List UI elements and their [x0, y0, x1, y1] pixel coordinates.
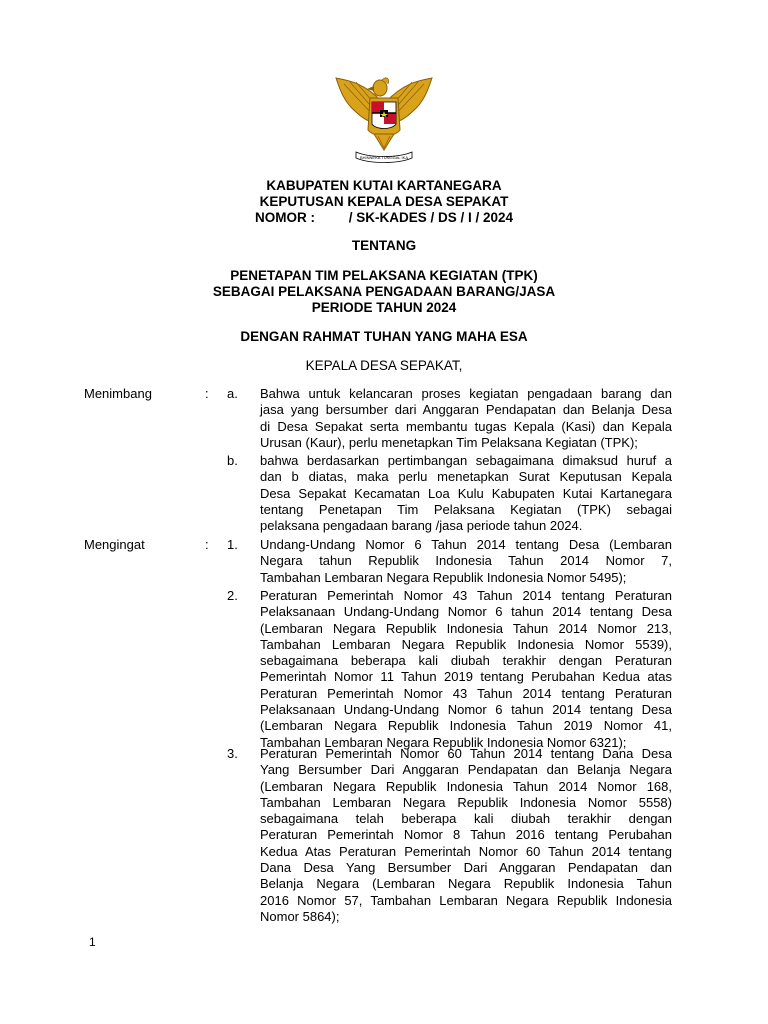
- subject-line-2: SEBAGAI PELAKSANA PENGADAAN BARANG/JASA: [212, 284, 556, 299]
- tentang-heading: TENTANG: [351, 238, 417, 253]
- text-line: sebagaimana beberapa kali diubah terakhir dengan Peraturan: [260, 653, 672, 669]
- text-line: Peraturan Pemerintah Nomor 43 Tahun 2014 tentang Peraturan: [260, 685, 672, 701]
- text-line: Peraturan Pemerintah Nomor 43 Tahun 2014 tentang Peraturan: [260, 588, 672, 603]
- kepala-desa-line: KEPALA DESA SEPAKAT,: [305, 358, 463, 373]
- text-line: Dana Desa Yang Bersumber Dari Anggaran Pendapatan dan: [260, 860, 672, 876]
- text-line: Pelaksanaan Undang-Undang Nomor 6 tahun 2014 tentang Desa: [260, 702, 672, 718]
- text-line: Desa Sepakat Kecamatan Loa Kulu Kabupaten Kutai Kartanegara: [260, 485, 672, 501]
- menimbang-marker-a: a.: [227, 386, 238, 401]
- text-line: Nomor 5864);: [260, 908, 340, 924]
- menimbang-marker-b: b.: [227, 453, 238, 468]
- text-line: Peraturan Pemerintah Nomor 60 Tahun 2014 tentang Dana Desa: [260, 746, 672, 761]
- text-line: pelaksana pengadaan barang /jasa periode tahun 2024.: [260, 518, 583, 534]
- menimbang-label: Menimbang: [84, 386, 152, 401]
- text-line: Undang-Undang Nomor 6 Tahun 2014 tentang Desa (Lembaran: [260, 537, 672, 552]
- document-header: [0, 178, 768, 226]
- subject-line-3: PERIODE TAHUN 2024: [311, 300, 457, 315]
- text-line: Peraturan Pemerintah Nomor 8 Tahun 2016 tentang Perubahan: [260, 827, 672, 843]
- text-line: Pemerintah Nomor 11 Tahun 2019 tentang Perubahan Kedua atas: [260, 669, 672, 685]
- text-line: Tambahan Lembaran Negara Republik Indonesia Nomor 6321);: [260, 734, 627, 750]
- text-line: Yang Bersumber Dari Anggaran Pendapatan dan Belanja Negara: [260, 762, 672, 778]
- text-line: Tambahan Lembaran Negara Republik Indonesia Nomor 5495);: [260, 569, 627, 585]
- mengingat-item-1: [260, 537, 672, 586]
- text-line: (Lembaran Negara Republik Indonesia Tahun 2019 Nomor 41,: [260, 718, 672, 734]
- mengingat-item-3: [260, 746, 672, 925]
- text-line: bahwa berdasarkan pertimbangan sebagaimana dimaksud huruf a: [260, 453, 672, 468]
- menimbang-colon: :: [205, 386, 209, 401]
- rahmat-heading: DENGAN RAHMAT TUHAN YANG MAHA ESA: [240, 329, 528, 344]
- mengingat-label: Mengingat: [84, 537, 145, 552]
- text-line: (Lembaran Negara Republik Indonesia Tahun 2014 Nomor 168,: [260, 778, 672, 794]
- emblem-motto: BHINNEKA TUNGGAL IKA: [359, 155, 409, 160]
- text-line: Kedua Atas Peraturan Pemerintah Nomor 60 Tahun 2014 tentang: [260, 843, 672, 859]
- mengingat-marker-1: 1.: [227, 537, 238, 552]
- text-line: Tambahan Lembaran Negara Republik Indonesia Nomor 5558): [260, 794, 672, 810]
- text-line: jasa yang bersumber dari Anggaran Pendapatan dan Belanja Desa: [260, 402, 672, 418]
- mengingat-colon: :: [205, 537, 209, 552]
- text-line: Negara tahun Republik Indonesia Tahun 2014 Nomor 7,: [260, 553, 672, 569]
- text-line: Belanja Negara (Lembaran Negara Republik Indonesia Tahun: [260, 876, 672, 892]
- text-line: Pelaksanaan Undang-Undang Nomor 6 tahun 2014 tentang Desa: [260, 604, 672, 620]
- menimbang-item-b: [260, 453, 672, 534]
- text-line: di Desa Sepakat serta membantu tugas Kepala (Kasi) dan Kepala: [260, 418, 672, 434]
- mengingat-marker-2: 2.: [227, 588, 238, 603]
- text-line: Bahwa untuk kelancaran proses kegiatan pengadaan barang dan: [260, 386, 672, 401]
- regency-title: KABUPATEN KUTAI KARTANEGARA: [266, 178, 502, 193]
- text-line: 2016 Nomor 57, Tambahan Lembaran Negara Republik Indonesia: [260, 892, 672, 908]
- subject-line-1: PENETAPAN TIM PELAKSANA KEGIATAN (TPK): [230, 268, 538, 283]
- text-line: dan b diatas, maka perlu menetapkan Surat Keputusan Kepala: [260, 469, 672, 485]
- garuda-emblem-icon: [334, 72, 434, 164]
- mengingat-marker-3: 3.: [227, 746, 238, 761]
- text-line: tentang Penetapan Tim Pelaksana Kegiatan (TPK) sebagai: [260, 501, 672, 517]
- decree-number: NOMOR : / SK-KADES / DS / I / 2024: [254, 210, 514, 225]
- text-line: Urusan (Kaur), perlu menetapkan Tim Pelaksana Kegiatan (TPK);: [260, 434, 638, 450]
- text-line: sebagaimana telah beberapa kali diubah terakhir dengan: [260, 811, 672, 827]
- text-line: (Lembaran Negara Republik Indonesia Tahun 2014 Nomor 213,: [260, 620, 672, 636]
- page-number: 1: [89, 935, 96, 949]
- menimbang-item-a: [260, 386, 672, 451]
- mengingat-item-2: [260, 588, 672, 751]
- decree-title: KEPUTUSAN KEPALA DESA SEPAKAT: [259, 194, 509, 209]
- text-line: Tambahan Lembaran Negara Republik Indonesia Nomor 5539),: [260, 636, 672, 652]
- decree-subject: [0, 268, 768, 316]
